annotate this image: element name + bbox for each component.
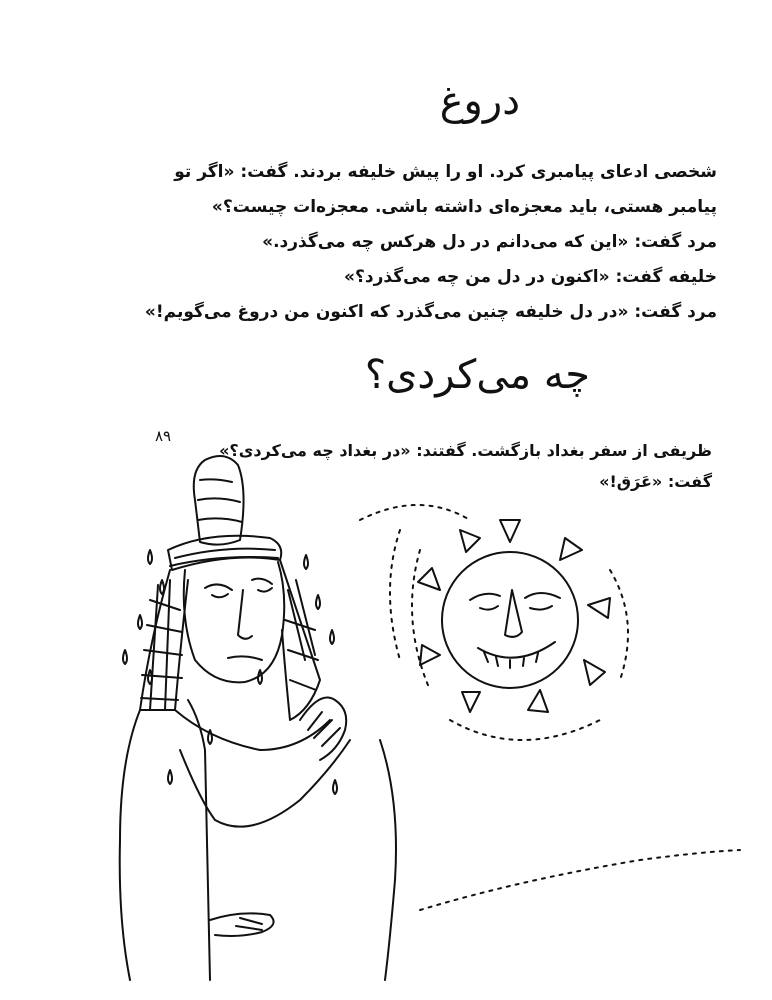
- illustration-sweating-man-and-sun: [0, 420, 772, 1000]
- sweat-drops: [123, 550, 337, 794]
- robe-left: [120, 710, 140, 980]
- face-outline: [184, 562, 285, 682]
- story-line: گفت: «عَرَق!»: [599, 472, 712, 491]
- headband: [168, 536, 281, 570]
- story-line: مرد گفت: «این که می‌دانم در دل هرکس چه می‌گذرد.»: [262, 232, 717, 252]
- story-line: مرد گفت: «در دل خلیفه چنین می‌گذرد که اکنون من دروغ می‌گویم!»: [144, 302, 717, 322]
- sun: [418, 520, 610, 712]
- lower-hand: [210, 913, 274, 936]
- story-line: خلیفه گفت: «اکنون در دل من چه می‌گذرد؟»: [344, 267, 717, 287]
- story-title-what-did-you-do: چه می‌کردی؟: [364, 352, 590, 398]
- story-line: شخصی ادعای پیامبری کرد. او را پیش خلیفه بردند. گفت: «اگر تو: [174, 162, 717, 182]
- story-line: ظریفی از سفر بغداد بازگشت. گفتند: «در بغداد چه می‌کردی؟»: [219, 441, 712, 460]
- page-number: ۸۹: [155, 427, 172, 445]
- story-title-lie: دروغ: [439, 78, 520, 124]
- story-line: پیامبر هستی، باید معجزه‌ای داشته باشی. معجزه‌ات چیست؟»: [211, 197, 717, 217]
- story-body-lie: [144, 155, 717, 330]
- robe-right: [380, 740, 396, 980]
